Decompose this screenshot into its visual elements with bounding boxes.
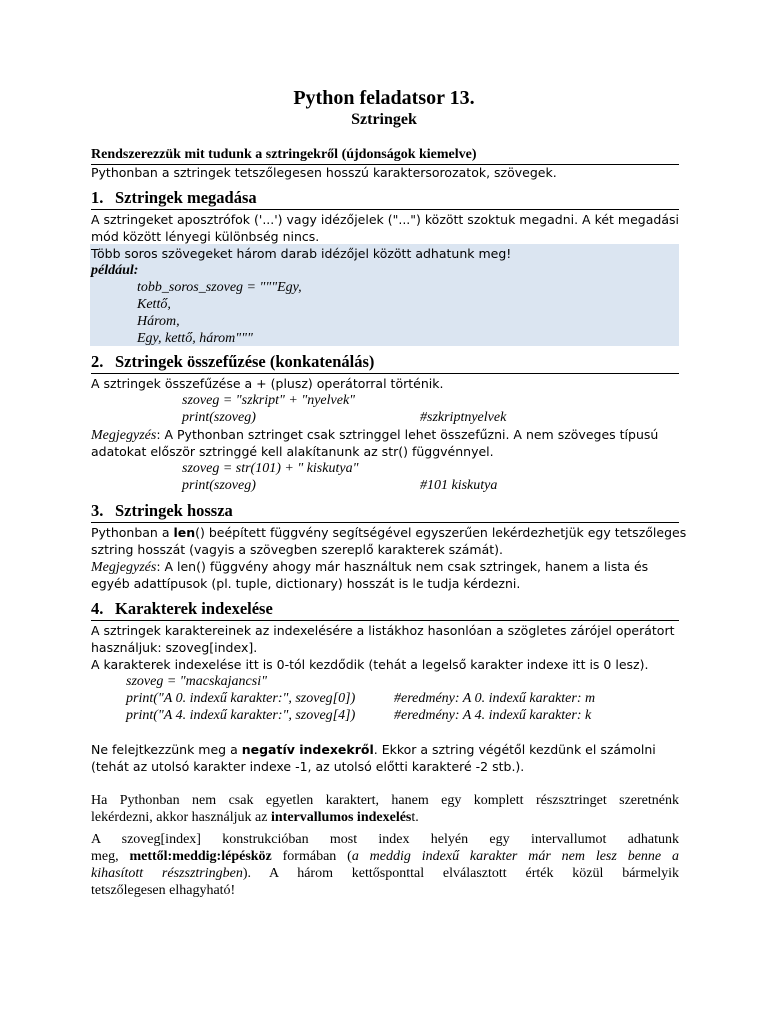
s1-paragraph-line-1: A sztringeket aposztrófok ('...') vagy idézőjelek ("...") között szoktuk megadni. A két megadási: [91, 212, 679, 227]
s4-paragraph-1: A sztringek karaktereinek az indexelésére a listákhoz hasonlóan a szögletes zárójel operátort: [91, 623, 675, 638]
kon-bold: mettől:meddig:lépésköz: [129, 849, 272, 864]
s3-p1-pre: Pythonban a: [91, 525, 174, 540]
neg-pre: Ne felejtkezzünk meg a: [91, 742, 242, 757]
sub-pre: lekérdezni, akkor használjuk az: [91, 810, 271, 825]
kon-after: ). A három kettősponttal elválasztott érték közül bármelyik: [242, 866, 679, 881]
kon-italic-1: a meddig indexű karakter már nem lesz benne a: [351, 849, 679, 864]
s4-code-1: szoveg = "macskajancsi": [126, 674, 267, 689]
s2-code-4: print(szoveg): [182, 478, 256, 493]
s2-code-2: print(szoveg): [182, 410, 256, 425]
page-subtitle: Sztringek: [351, 111, 417, 128]
s1-paragraph-line-2: mód között lényegi különbség nincs.: [91, 229, 320, 244]
section-4-title: Karakterek indexelése: [115, 599, 273, 618]
s4-paragraph-3: A karakterek indexelése itt is 0-tól kezdődik (tehát a legelső karakter indexe itt is 0 lesz).: [91, 657, 649, 672]
s3-p1-post: () beépített függvény segítségével egyszerűen lekérdezhetjük egy tetszőleges: [195, 525, 687, 540]
kon-italic-2: kihasított részsztringben: [91, 866, 243, 881]
example-label: például:: [91, 263, 139, 278]
s4-construct-line-1: A szoveg[index] konstrukcióban most index helyén egy intervallumot adhatunk: [91, 832, 679, 847]
s2-note-text: : A Pythonban sztringet csak sztringgel lehet összefűzni. A nem szöveges típusú: [156, 427, 659, 442]
s4-code-3: print("A 4. indexű karakter:", szoveg[4]): [126, 708, 356, 723]
s2-note: [91, 426, 658, 444]
sub-post: t.: [411, 810, 419, 825]
s4-code-2: print("A 0. indexű karakter:", szoveg[0]): [126, 691, 356, 706]
section-4-number: 4.: [91, 599, 104, 618]
s4-comment-2: #eredmény: A 0. indexű karakter: m: [394, 691, 596, 706]
s3-note: [91, 558, 648, 576]
intro-heading: Rendszerezzük mit tudunk a sztringekről (újdonságok kiemelve): [91, 146, 679, 165]
s3-note-text: : A len() függvény ahogy már használtuk nem csak sztringek, hanem a lista és: [156, 559, 649, 574]
s4-negative-index-line-2: (tehát az utolsó karakter indexe -1, az utolsó előtti karakteré -2 stb.).: [91, 759, 525, 774]
section-2-heading: [91, 352, 679, 374]
code-multiline-3: Három,: [137, 314, 180, 329]
neg-post: . Ekkor a sztring végétől kezdünk el számolni: [373, 742, 656, 757]
s4-construct-line-4: tetszőlegesen elhagyható!: [91, 883, 236, 898]
intro-line: Pythonban a sztringek tetszőlegesen hosszú karaktersorozatok, szövegek.: [91, 165, 557, 180]
code-multiline-2: Kettő,: [137, 297, 171, 312]
page-title: Python feladatsor 13.: [293, 87, 475, 109]
s4-substring-line-1: Ha Pythonban nem csak egyetlen karaktert, hanem egy komplett részsztringet szeretnénk: [91, 793, 679, 808]
s4-paragraph-2: használjuk: szoveg[index].: [91, 640, 258, 655]
kon-meg: meg,: [91, 849, 130, 864]
s3-paragraph-4: egyéb adattípusok (pl. tuple, dictionary) hosszát is le tudja kérdezni.: [91, 576, 521, 591]
s2-comment-4: #101 kiskutya: [420, 478, 498, 493]
section-1-heading: [91, 188, 679, 210]
section-3-heading: [91, 501, 679, 523]
code-multiline-4: Egy, kettő, három""": [137, 331, 253, 346]
code-multiline-1: tobb_soros_szoveg = """Egy,: [137, 280, 302, 295]
s3-paragraph-2: sztring hosszát (vagyis a szövegben szereplő karakterek számát).: [91, 542, 503, 557]
s2-comment-2: #szkriptnyelvek: [420, 410, 507, 425]
s2-note-label: Megjegyzés: [91, 428, 157, 443]
s2-paragraph-1: A sztringek összefűzése a + (plusz) operátorral történik.: [91, 376, 444, 391]
s3-p1-len: len: [173, 525, 196, 540]
kon-formaban: formában (: [271, 849, 352, 864]
s4-construct-line-2: [91, 848, 679, 865]
section-2-number: 2.: [91, 352, 104, 371]
s4-substring-line-2: [91, 809, 419, 826]
section-4-heading: [91, 599, 679, 621]
s2-code-1: szoveg = "szkript" + "nyelvek": [182, 393, 356, 408]
section-3-number: 3.: [91, 501, 104, 520]
section-1-number: 1.: [91, 188, 104, 207]
s2-paragraph-3: adatokat először sztringgé kell alakítanunk az str() függvénnyel.: [91, 444, 494, 459]
s4-construct-line-3: [91, 865, 679, 882]
box-line: Több soros szövegeket három darab idézőjel között adhatunk meg!: [91, 246, 512, 261]
neg-bold: negatív indexekről: [241, 742, 374, 757]
s4-negative-index-line-1: [91, 741, 656, 758]
sub-bold: intervallumos indexelés: [270, 810, 412, 825]
s3-paragraph-1: [91, 524, 686, 541]
s4-comment-3: #eredmény: A 4. indexű karakter: k: [394, 708, 592, 723]
section-3-title: Sztringek hossza: [115, 501, 233, 520]
section-1-title: Sztringek megadása: [115, 188, 257, 207]
s2-code-3: szoveg = str(101) + " kiskutya": [182, 461, 359, 476]
section-2-title: Sztringek összefűzése (konkatenálás): [115, 352, 375, 371]
s3-note-label: Megjegyzés: [91, 560, 157, 575]
